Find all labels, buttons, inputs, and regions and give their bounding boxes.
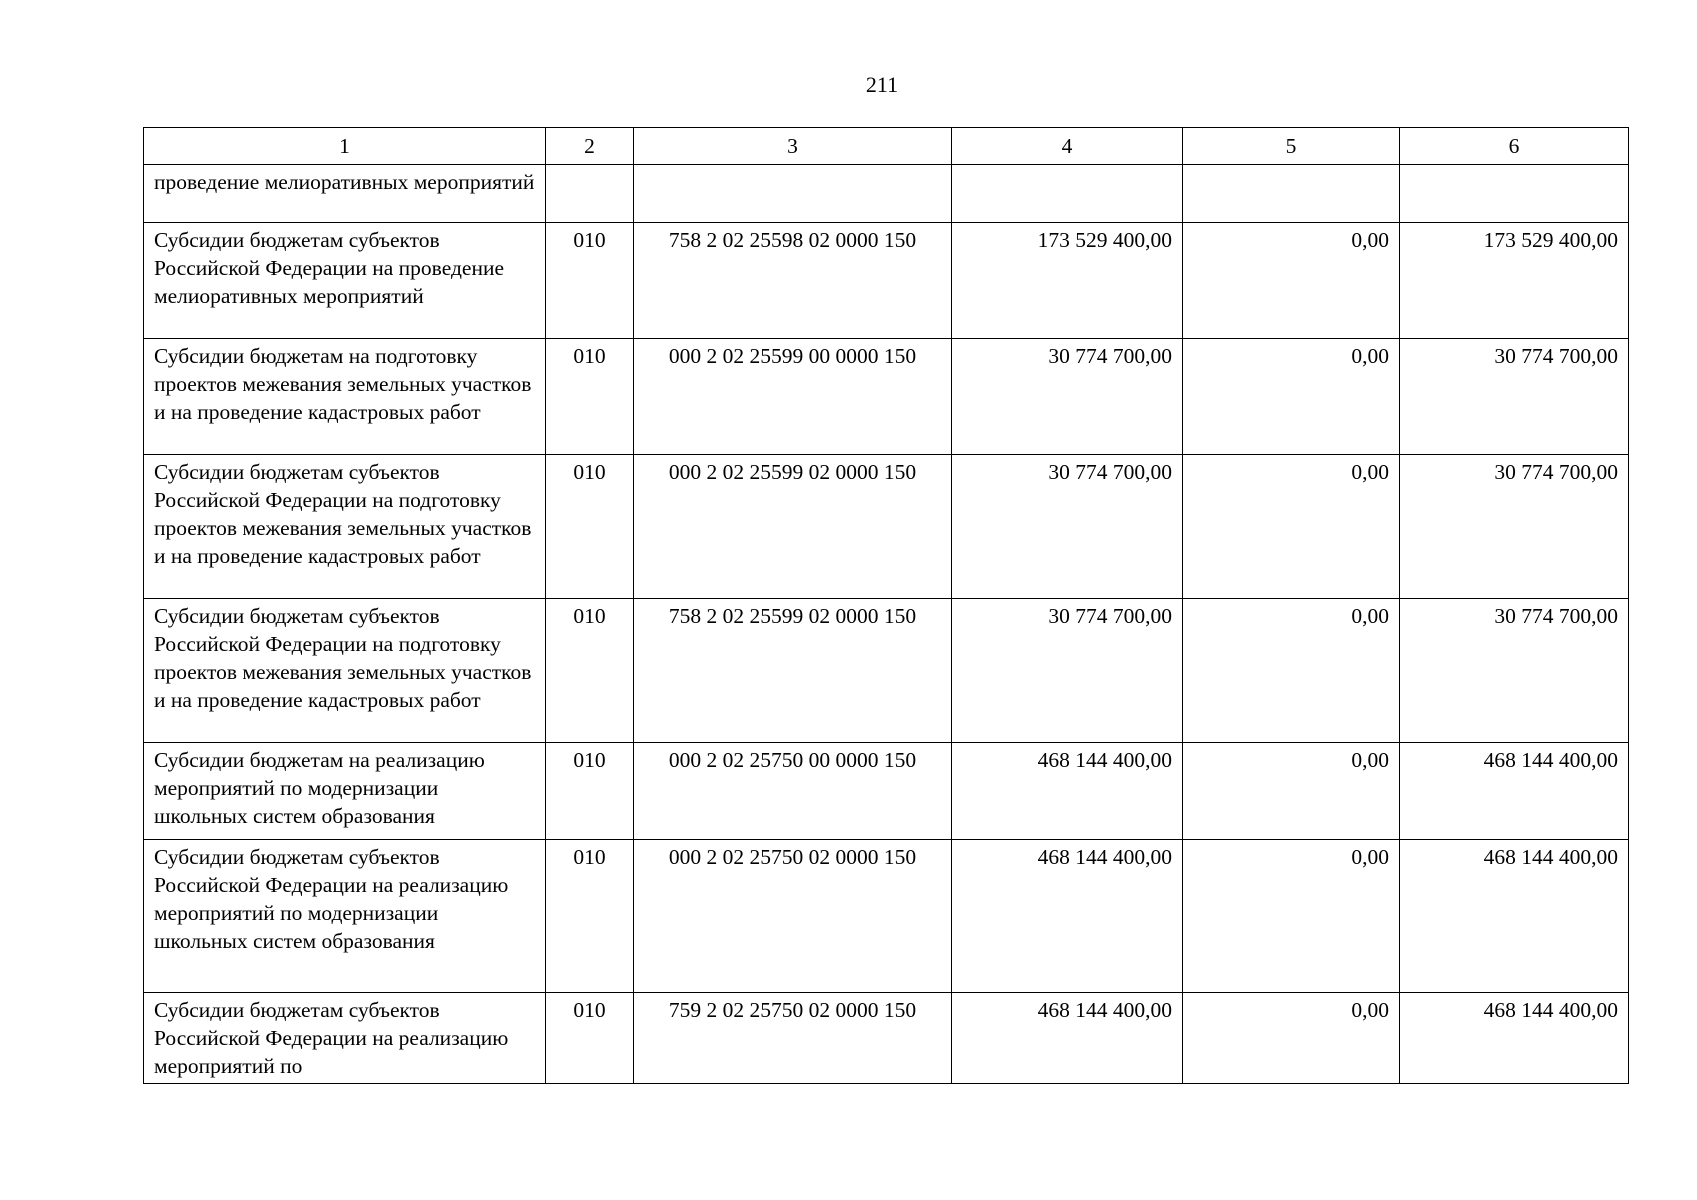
column-header-5: 5 — [1183, 128, 1400, 165]
row-name-cell: Субсидии бюджетам на реализацию мероприятий по модернизации школьных систем образования — [144, 743, 546, 840]
row-kbk-cell: 000 2 02 25599 02 0000 150 — [634, 455, 952, 599]
table-row — [144, 743, 1629, 840]
row-kbk-cell — [634, 165, 952, 223]
row-col6-cell: 468 144 400,00 — [1400, 840, 1629, 993]
table-row — [144, 165, 1629, 223]
row-col6-cell: 468 144 400,00 — [1400, 993, 1629, 1084]
column-header-2: 2 — [546, 128, 634, 165]
row-code-cell: 010 — [546, 339, 634, 455]
row-code-cell: 010 — [546, 223, 634, 339]
row-col4-cell: 30 774 700,00 — [952, 339, 1183, 455]
row-col4-cell — [952, 165, 1183, 223]
header-row — [144, 128, 1629, 165]
row-col5-cell — [1183, 165, 1400, 223]
row-col6-cell: 30 774 700,00 — [1400, 599, 1629, 743]
row-kbk-cell: 000 2 02 25750 02 0000 150 — [634, 840, 952, 993]
table-row — [144, 339, 1629, 455]
table-row — [144, 599, 1629, 743]
row-code-cell: 010 — [546, 743, 634, 840]
row-col4-cell: 173 529 400,00 — [952, 223, 1183, 339]
column-header-4: 4 — [952, 128, 1183, 165]
row-name-cell: Субсидии бюджетам субъектов Российской Федерации на реализацию мероприятий по — [144, 993, 546, 1084]
row-kbk-cell: 000 2 02 25750 00 0000 150 — [634, 743, 952, 840]
row-name-cell: Субсидии бюджетам субъектов Российской Федерации на подготовку проектов межевания земельных участков и на проведение кадастровых работ — [144, 455, 546, 599]
row-col4-cell: 468 144 400,00 — [952, 840, 1183, 993]
row-name-cell: Субсидии бюджетам на подготовку проектов межевания земельных участков и на проведение кадастровых работ — [144, 339, 546, 455]
row-code-cell: 010 — [546, 599, 634, 743]
row-kbk-cell: 000 2 02 25599 00 0000 150 — [634, 339, 952, 455]
table-row — [144, 840, 1629, 993]
row-col4-cell: 30 774 700,00 — [952, 599, 1183, 743]
row-code-cell: 010 — [546, 840, 634, 993]
row-col5-cell: 0,00 — [1183, 993, 1400, 1084]
row-col6-cell: 30 774 700,00 — [1400, 455, 1629, 599]
budget-table — [143, 127, 1629, 1084]
row-name-cell: Субсидии бюджетам субъектов Российской Федерации на проведение мелиоративных мероприятий — [144, 223, 546, 339]
row-col5-cell: 0,00 — [1183, 455, 1400, 599]
row-kbk-cell: 758 2 02 25599 02 0000 150 — [634, 599, 952, 743]
row-col5-cell: 0,00 — [1183, 840, 1400, 993]
row-col4-cell: 468 144 400,00 — [952, 743, 1183, 840]
row-col4-cell: 468 144 400,00 — [952, 993, 1183, 1084]
row-col5-cell: 0,00 — [1183, 743, 1400, 840]
row-code-cell: 010 — [546, 455, 634, 599]
row-name-cell: Субсидии бюджетам субъектов Российской Федерации на подготовку проектов межевания земельных участков и на проведение кадастровых работ — [144, 599, 546, 743]
row-name-cell: Субсидии бюджетам субъектов Российской Федерации на реализацию мероприятий по модернизации школьных систем образования — [144, 840, 546, 993]
row-col5-cell: 0,00 — [1183, 599, 1400, 743]
column-header-6: 6 — [1400, 128, 1629, 165]
row-col4-cell: 30 774 700,00 — [952, 455, 1183, 599]
table-row — [144, 455, 1629, 599]
row-code-cell: 010 — [546, 993, 634, 1084]
row-kbk-cell: 758 2 02 25598 02 0000 150 — [634, 223, 952, 339]
row-col6-cell — [1400, 165, 1629, 223]
row-kbk-cell: 759 2 02 25750 02 0000 150 — [634, 993, 952, 1084]
row-col6-cell: 173 529 400,00 — [1400, 223, 1629, 339]
table-row — [144, 223, 1629, 339]
row-code-cell — [546, 165, 634, 223]
page-number: 211 — [865, 72, 899, 97]
column-header-3: 3 — [634, 128, 952, 165]
row-name-cell: проведение мелиоративных мероприятий — [144, 165, 546, 223]
row-col5-cell: 0,00 — [1183, 339, 1400, 455]
column-header-1: 1 — [144, 128, 546, 165]
row-col6-cell: 468 144 400,00 — [1400, 743, 1629, 840]
row-col6-cell: 30 774 700,00 — [1400, 339, 1629, 455]
row-col5-cell: 0,00 — [1183, 223, 1400, 339]
table-row — [144, 993, 1629, 1084]
